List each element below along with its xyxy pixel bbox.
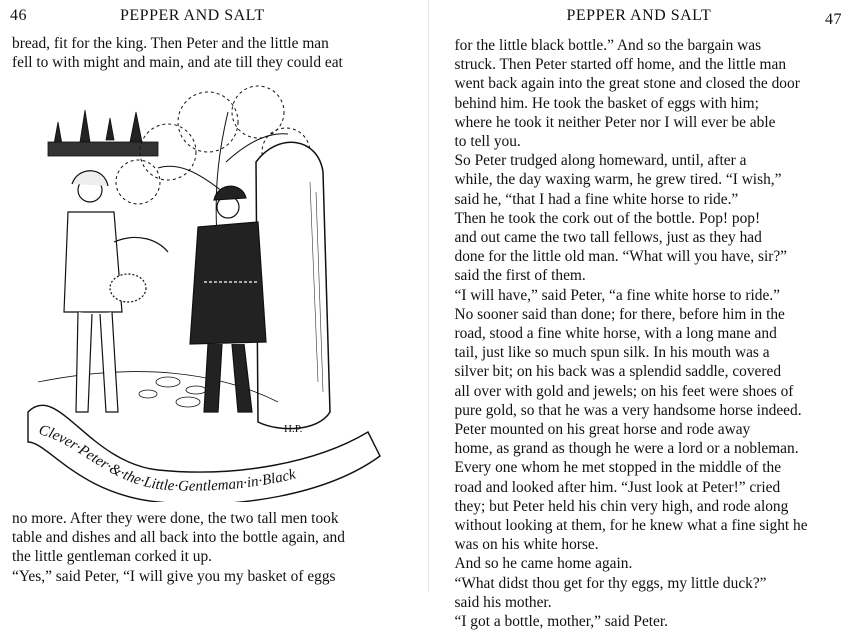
illustration-drawing [18,82,402,502]
text-line: So Peter trudged along homeward, until, after a [455,151,847,170]
illustration-signature: H.P. [284,423,303,435]
text-line: road, stood a fine white horse, with a long mane and [455,324,847,343]
text-line: all over with gold and jewels; on his feet were shoes of [455,382,847,401]
text-line: Then he took the cork out of the bottle. Pop! pop! [455,209,847,228]
left-bottom-text [12,509,412,586]
text-line: road and looked after him. “Just look at Peter!” cried [455,478,847,497]
caption-banner [28,405,380,502]
left-running-title: PEPPER AND SALT [120,7,265,25]
gentleman-figure [190,186,266,412]
text-line: the little gentleman corked it up. [12,547,412,566]
text-line: said his mother. [455,593,847,612]
right-page-number: 47 [825,11,842,29]
text-line: No sooner said than done; for there, before him in the [455,305,847,324]
text-line: for the little black bottle.” And so the bargain was [455,36,847,55]
text-line: “I got a bottle, mother,” said Peter. [455,612,847,631]
castle-drawing [48,110,158,156]
text-line: silver bit; on his back was a splendid saddle, covered [455,362,847,381]
text-line: Peter mounted on his great horse and rode away [455,420,847,439]
text-line: “Yes,” said Peter, “I will give you my basket of eggs [12,567,412,586]
text-line: And so he came home again. [455,554,847,573]
text-line: and out came the two tall fellows, just as they had [455,228,847,247]
path-stones [139,377,206,407]
text-line: no more. After they were done, the two tall men took [12,509,412,528]
text-line: said he, “that I had a fine white horse to ride.” [455,190,847,209]
text-line: table and dishes and all back into the bottle again, and [12,528,412,547]
text-line: done for the little old man. “What will you have, sir?” [455,247,847,266]
right-page [429,0,856,592]
text-line: struck. Then Peter started off home, and the little man [455,55,847,74]
left-top-text [12,34,412,72]
left-page [0,0,429,592]
text-line: said the first of them. [455,266,847,285]
text-line: they; but Peter held his chin very high, and rode along [455,497,847,516]
right-page-header [429,7,856,29]
text-line: without looking at them, for he knew what a fine sight he [455,516,847,535]
text-line: home, as grand as though he were a lord or a nobleman. [455,439,847,458]
banner-caption-text: Clever·Peter·&·the·Little·Gentleman·in·Black [37,422,298,494]
text-line: where he took it neither Peter nor I will ever be able [455,113,847,132]
right-body-text [455,36,847,631]
text-line: Every one whom he met stopped in the middle of the [455,458,847,477]
text-line: “I will have,” said Peter, “a fine white horse to ride.” [455,286,847,305]
text-line: was on his white horse. [455,535,847,554]
right-running-title: PEPPER AND SALT [567,7,712,25]
text-line: went back again into the great stone and closed the door [455,74,847,93]
text-line: tail, just like so much spun silk. In his mouth was a [455,343,847,362]
left-page-header [0,7,428,29]
text-line: while, the day waxing warm, he grew tired. “I wish,” [455,170,847,189]
peter-figure [64,171,168,412]
text-line: bread, fit for the king. Then Peter and the little man [12,34,412,53]
text-line: to tell you. [455,132,847,151]
left-page-number: 46 [10,7,27,25]
text-line: pure gold, so that he was a very handsome horse indeed. [455,401,847,420]
text-line: “What didst thou get for thy eggs, my little duck?” [455,574,847,593]
text-line: behind him. He took the basket of eggs with him; [455,94,847,113]
illustration [18,82,402,502]
text-line: fell to with might and main, and ate till they could eat [12,53,412,72]
great-stone [256,142,330,428]
